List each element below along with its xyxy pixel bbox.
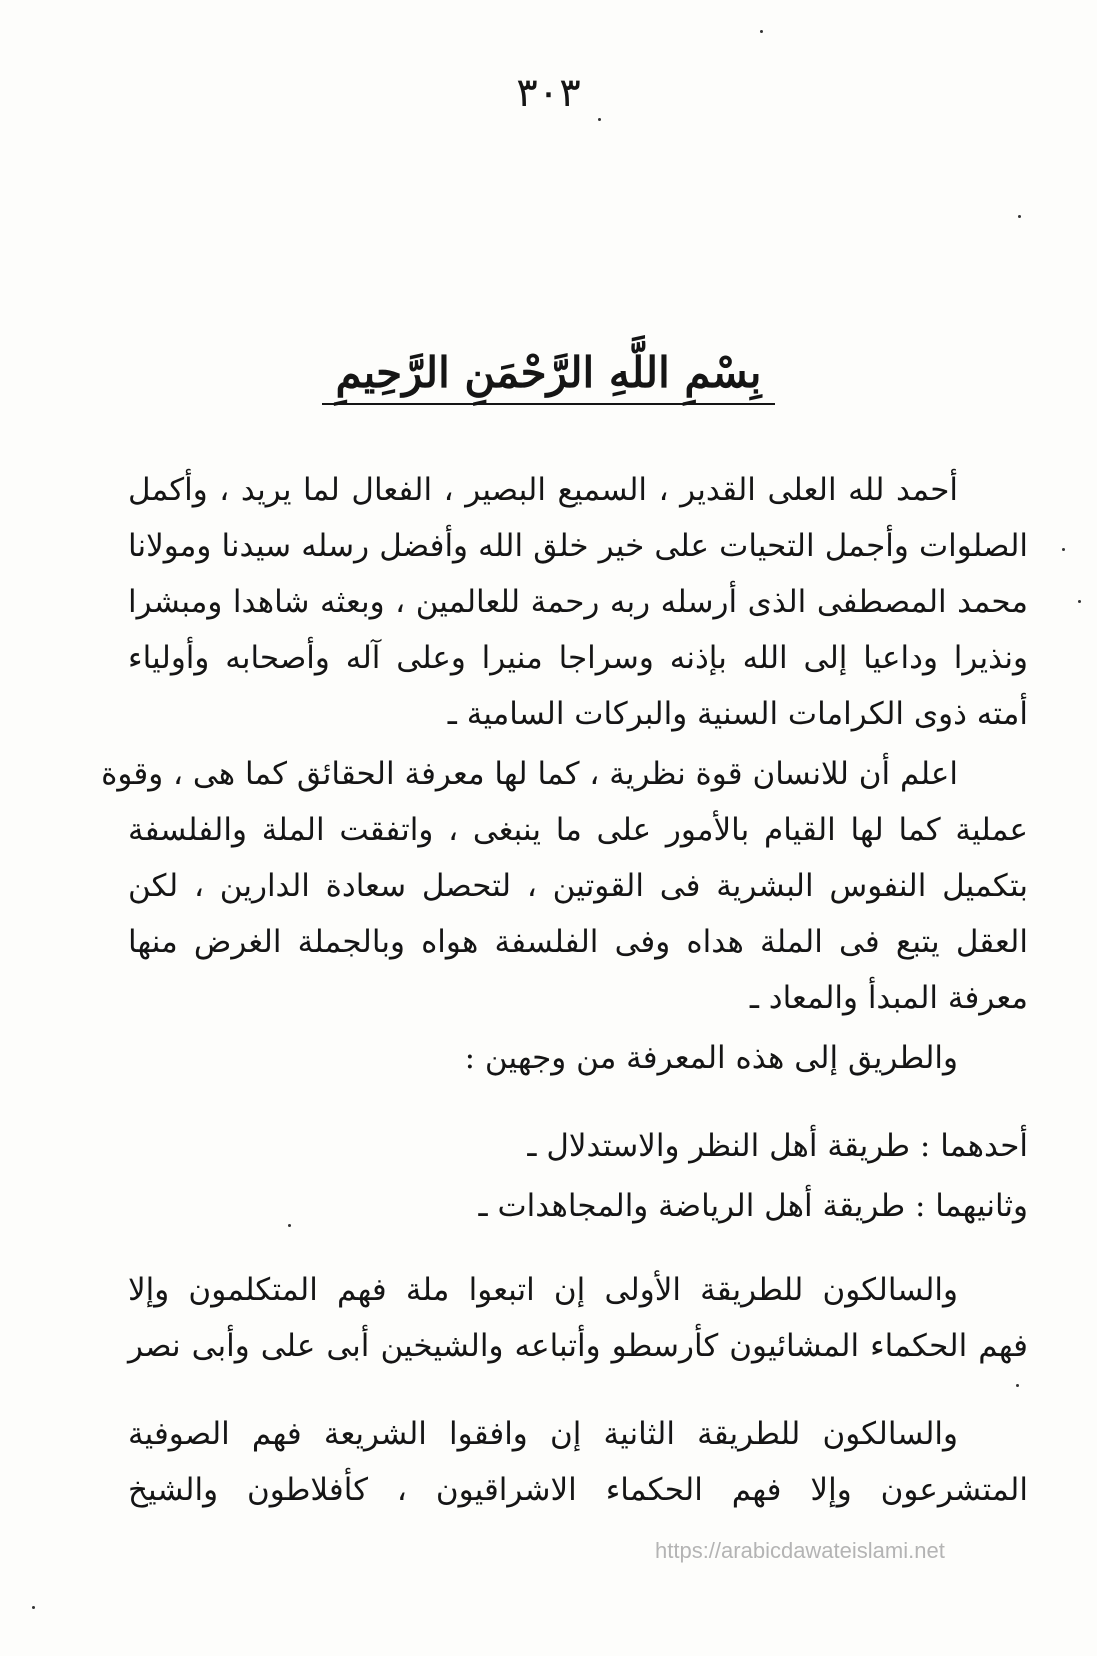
- text-line: المتشرعون وإلا فهم الحكماء الاشراقيون ، كأفلاطون والشيخ: [128, 1472, 1028, 1508]
- text-line: ونذيرا وداعيا إلى الله بإذنه وسراجا منيرا وعلى آله وأصحابه وأولياء: [128, 640, 1028, 676]
- text-line: الصلوات وأجمل التحيات على خير خلق الله وأفضل رسله سيدنا ومولانا: [128, 528, 1028, 564]
- basmala-text: بِسْمِ اللَّهِ الرَّحْمَنِ الرَّحِيمِ: [322, 348, 776, 405]
- text-line: فهم الحكماء المشائيون كأرسطو وأتباعه والشيخين أبى على وأبى نصر: [128, 1328, 1028, 1364]
- scan-speck: [32, 1606, 35, 1609]
- paragraph-faculties: [101, 746, 1028, 1026]
- text-line: بتكميل النفوس البشرية فى القوتين ، لتحصل سعادة الدارين ، لكن: [128, 868, 1028, 904]
- text-line: محمد المصطفى الذى أرسله ربه رحمة للعالمين ، وبعثه شاهدا ومبشرا: [128, 584, 1028, 620]
- paragraph-first-way: [128, 1118, 1028, 1174]
- text-line: وثانيهما : طريقة أهل الرياضة والمجاهدات ـ: [478, 1188, 1028, 1224]
- text-line: والطريق إلى هذه المعرفة من وجهين :: [464, 1040, 958, 1076]
- scan-speck: [598, 118, 601, 121]
- paragraph-second-way: [128, 1178, 1028, 1234]
- text-line: أحدهما : طريقة أهل النظر والاستدلال ـ: [527, 1128, 1028, 1164]
- page-number: ٣٠٣: [516, 70, 581, 116]
- text-line: معرفة المبدأ والمعاد ـ: [749, 980, 1028, 1016]
- text-line: العقل يتبع فى الملة هداه وفى الفلسفة هواه وبالجملة الغرض منها: [128, 924, 1028, 960]
- basmala-heading: [0, 348, 1097, 405]
- text-line: والسالكون للطريقة الثانية إن وافقوا الشريعة فهم الصوفية: [128, 1416, 958, 1452]
- scan-speck: [1062, 548, 1065, 551]
- scan-speck: [1018, 215, 1021, 218]
- text-line: أمته ذوى الكرامات السنية والبركات السامية ـ: [447, 696, 1028, 732]
- paragraph-praise: [128, 462, 1028, 742]
- scan-speck: [1078, 600, 1081, 603]
- text-line: أحمد لله العلى القدير ، السميع البصير ، الفعال لما يريد ، وأكمل: [128, 472, 958, 508]
- text-line: والسالكون للطريقة الأولى إن اتبعوا ملة فهم المتكلمون وإلا: [128, 1272, 958, 1308]
- text-line: اعلم أن للانسان قوة نظرية ، كما لها معرفة الحقائق كما هى ، وقوة: [101, 756, 958, 792]
- text-line: عملية كما لها القيام بالأمور على ما ينبغى ، واتفقت الملة والفلسفة: [128, 812, 1028, 848]
- source-watermark: https://arabicdawateislami.net: [655, 1538, 945, 1563]
- scan-speck: [760, 30, 763, 33]
- paragraph-two-ways: [128, 1030, 1028, 1086]
- paragraph-second-path: [128, 1406, 1028, 1518]
- scan-speck: [288, 1224, 291, 1227]
- scan-speck: [1016, 1384, 1019, 1387]
- paragraph-first-path: [128, 1262, 1028, 1374]
